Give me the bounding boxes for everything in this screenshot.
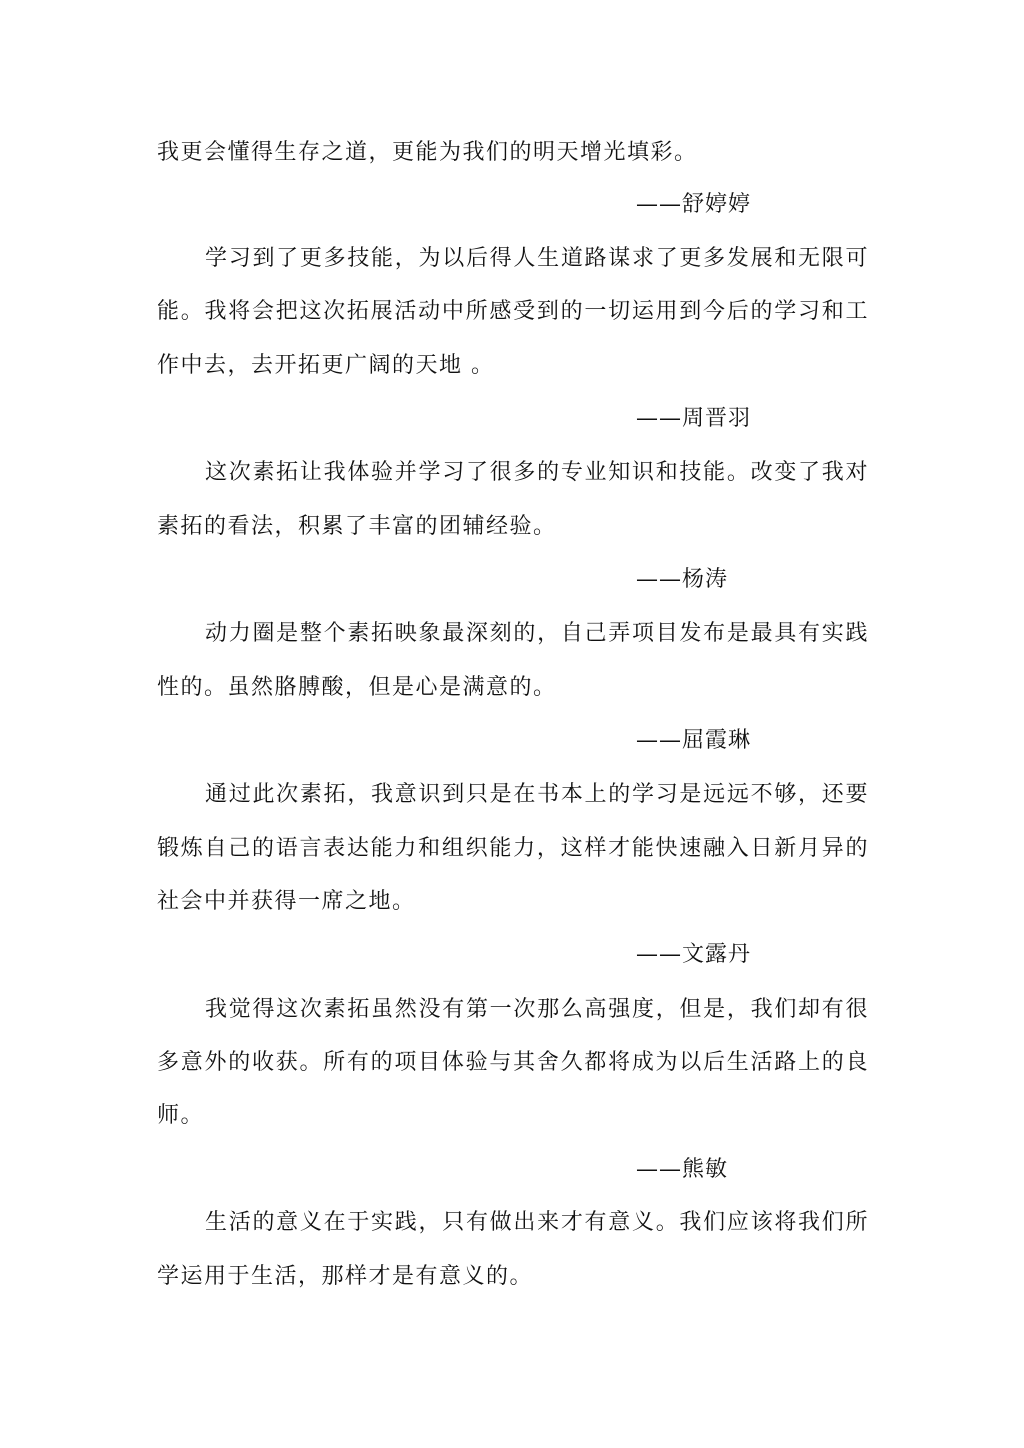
paragraph-line: 多意外的收获。所有的项目体验与其舍久都将成为以后生活路上的良 (157, 1050, 869, 1075)
signature: ——周晋羽 (636, 406, 752, 431)
paragraph-line: 锻炼自己的语言表达能力和组织能力，这样才能快速融入日新月异的 (157, 836, 869, 861)
signature: ——舒婷婷 (636, 192, 752, 217)
paragraph-line: 这次素拓让我体验并学习了很多的专业知识和技能。改变了我对 (205, 460, 869, 485)
signature: ——屈霞琳 (636, 728, 752, 753)
signature: ——文露丹 (636, 942, 752, 967)
paragraph-line: 作中去，去开拓更广阔的天地 。 (157, 353, 495, 378)
paragraph-line: 通过此次素拓，我意识到只是在书本上的学习是远远不够，还要 (205, 782, 869, 807)
paragraph-line: 生活的意义在于实践，只有做出来才有意义。我们应该将我们所 (205, 1210, 869, 1235)
paragraph-line: 素拓的看法，积累了丰富的团辅经验。 (157, 514, 557, 539)
paragraph-line: 师。 (157, 1103, 205, 1128)
signature: ——熊敏 (636, 1157, 729, 1182)
paragraph-line: 学习到了更多技能，为以后得人生道路谋求了更多发展和无限可 (205, 246, 869, 271)
paragraph-line: 性的。虽然胳膊酸，但是心是满意的。 (157, 675, 557, 700)
paragraph-line: 我更会懂得生存之道，更能为我们的明天增光填彩。 (157, 140, 698, 165)
paragraph-line: 动力圈是整个素拓映象最深刻的，自己弄项目发布是最具有实践 (205, 621, 869, 646)
paragraph-line: 社会中并获得一席之地。 (157, 889, 416, 914)
paragraph-line: 学运用于生活，那样才是有意义的。 (157, 1264, 534, 1289)
signature: ——杨涛 (636, 567, 729, 592)
paragraph-line: 我觉得这次素拓虽然没有第一次那么高强度，但是，我们却有很 (205, 997, 869, 1022)
paragraph-line: 能。我将会把这次拓展活动中所感受到的一切运用到今后的学习和工 (157, 299, 869, 324)
